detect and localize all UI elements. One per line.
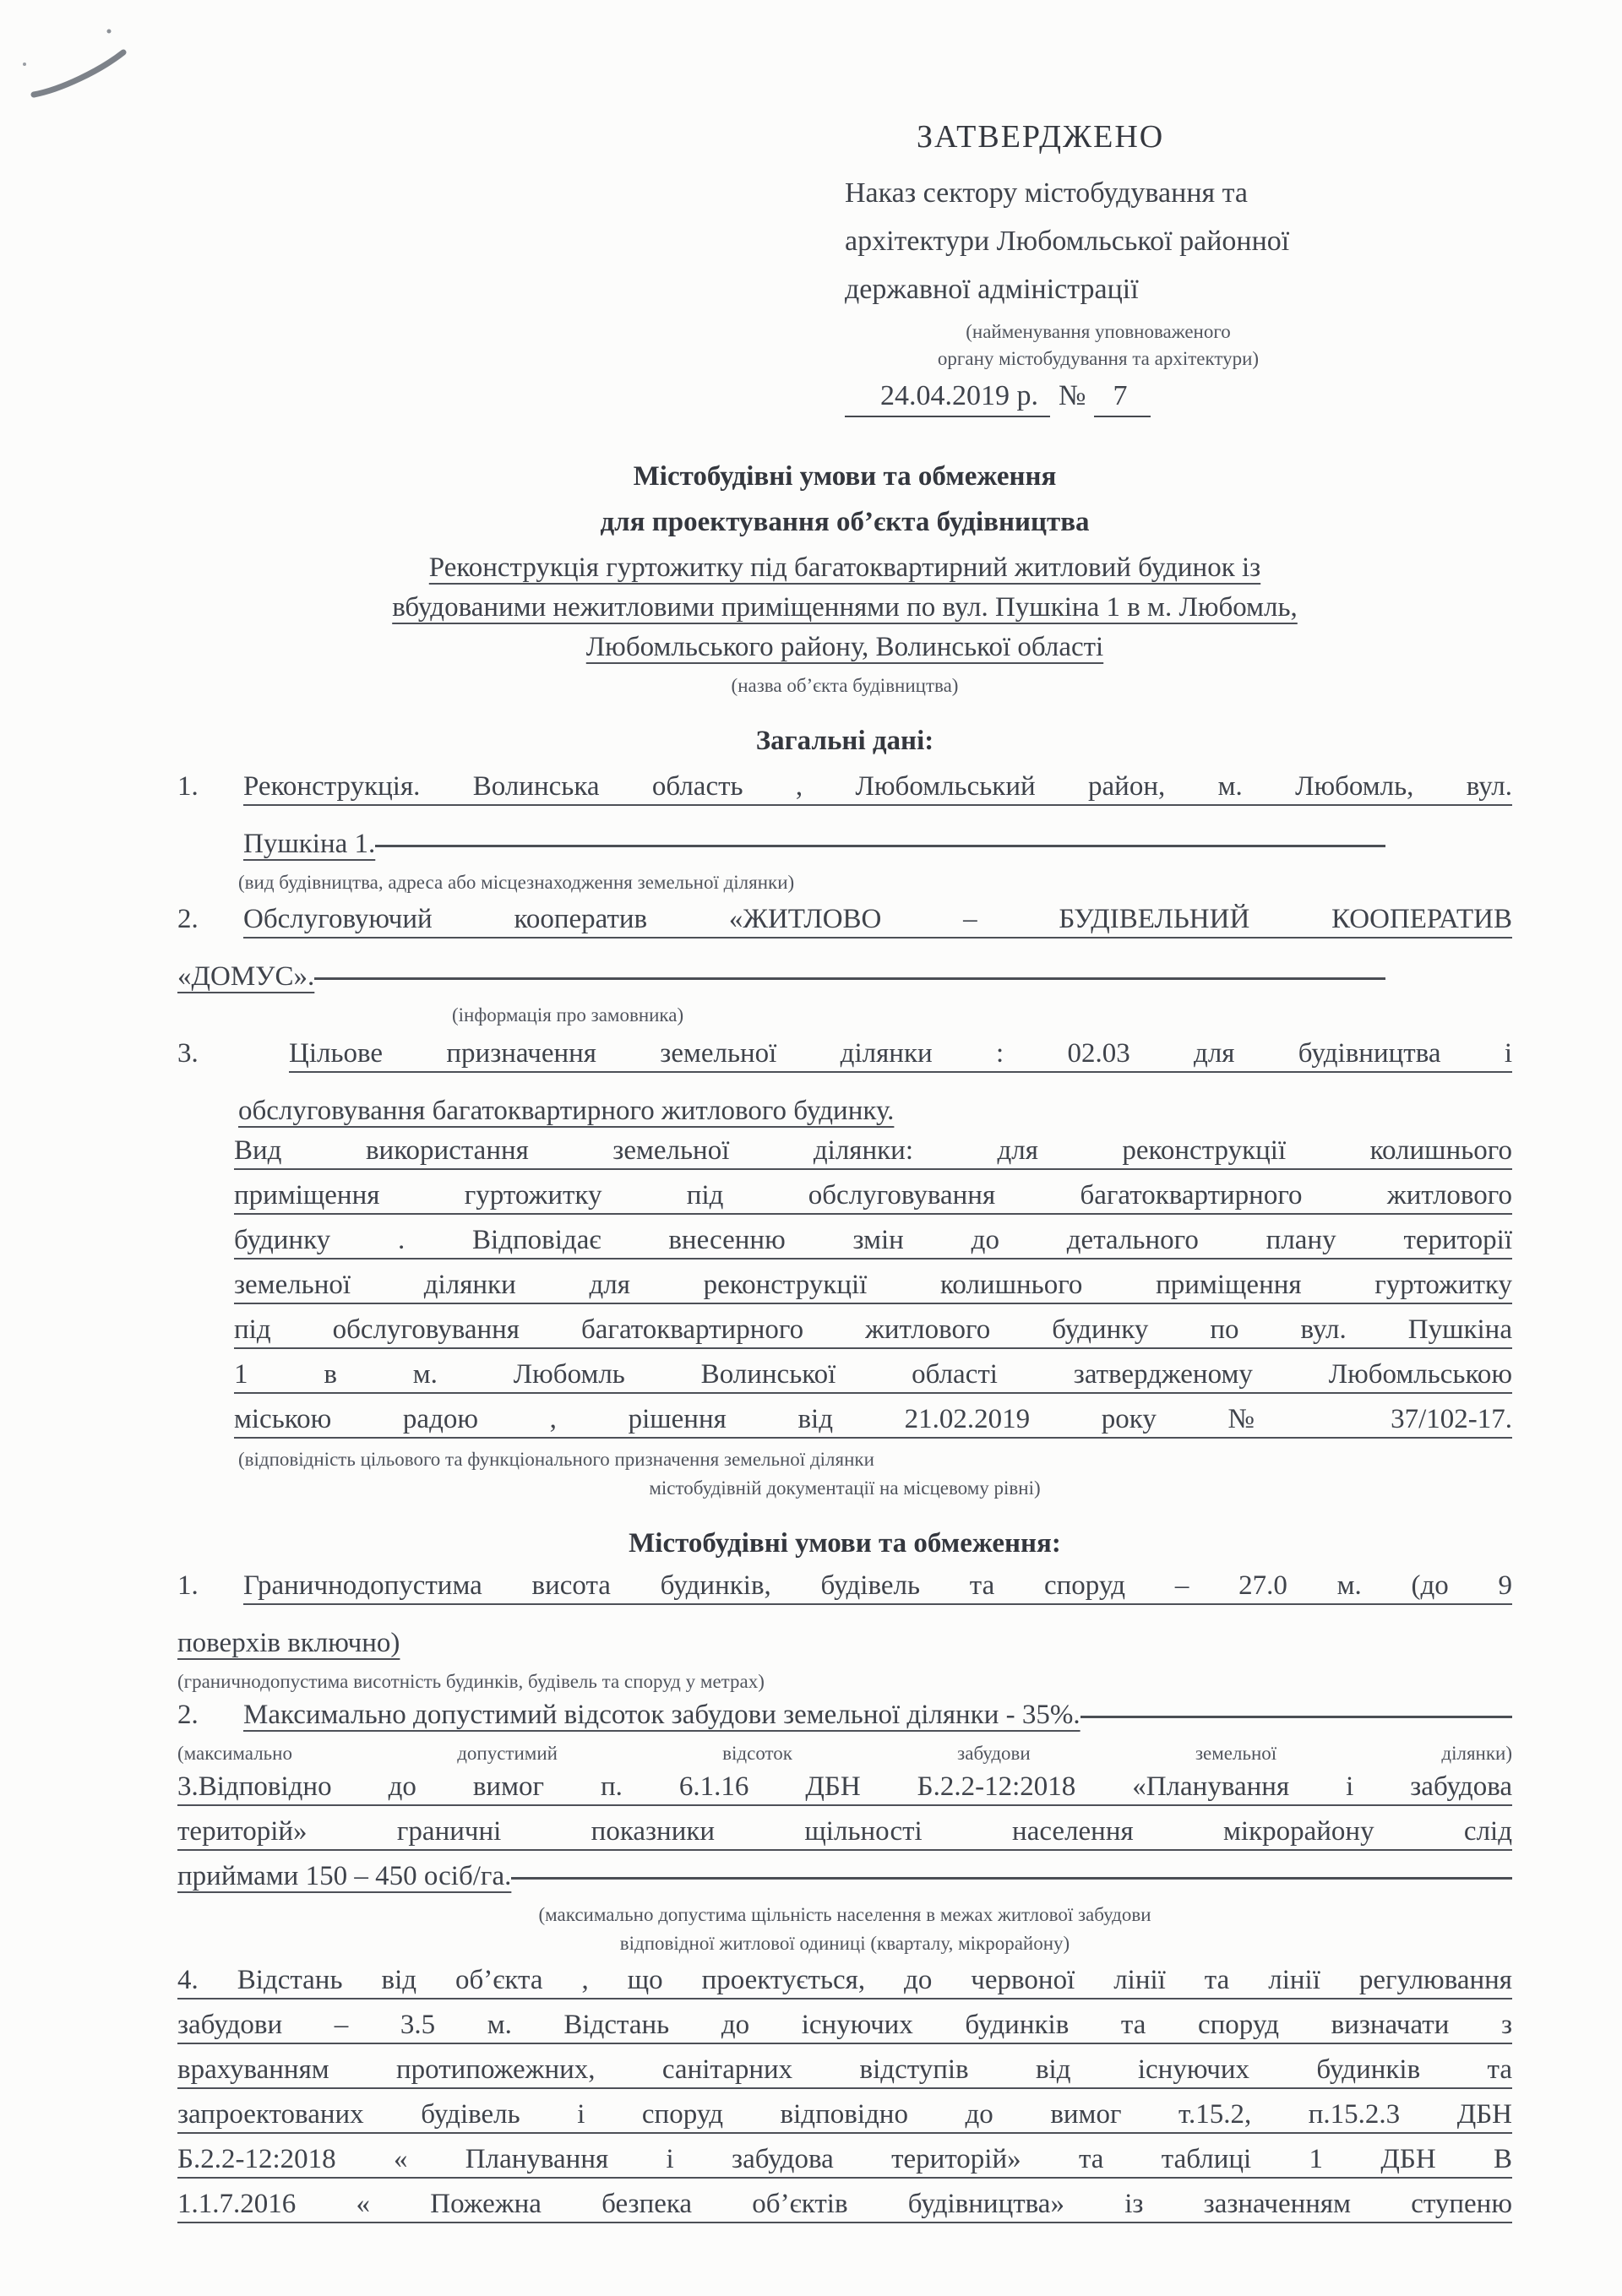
blank-rule-line	[314, 977, 1385, 980]
general-item-1-text-1: Реконструкція. Волинська область , Любомльський район, м. Любомль, вул.	[243, 772, 1512, 806]
condition-3-text-3: приймами 150 – 450 осіб/га.	[177, 1861, 512, 1891]
general-item-1-text-2: Пушкіна 1.	[243, 829, 376, 859]
general-item-1-caption: (вид будівництва, адреса або місцезнаходження земельної ділянки)	[238, 872, 795, 893]
condition-1-caption: (граничнодопустима висотність будинків, будівель та споруд у метрах)	[177, 1671, 765, 1692]
condition-4-line-6: 1.1.7.2016 « Пожежна безпека об’єктів будівництва» із зазначенням ступеню	[177, 2190, 1512, 2223]
condition-1-text-2: поверхів включно)	[177, 1628, 400, 1658]
condition-3-caption-2: відповідної житлової одиниці (кварталу, мікрорайону)	[619, 1933, 1070, 1954]
condition-4-line-4: запроектованих будівель і споруд відповідно до вимог т.15.2, п.15.2.3 ДБН	[177, 2100, 1512, 2134]
general-item-2-line-1	[177, 905, 1512, 948]
condition-4-line-5: Б.2.2-12:2018 « Планування і забудова територій» та таблиці 1 ДБН В	[177, 2145, 1512, 2179]
general-item-2-caption: (інформація про замовника)	[452, 1004, 684, 1026]
general-item-3-line-9: міською радою , рішення від 21.02.2019 року № 37/102-17.	[234, 1405, 1512, 1439]
condition-3-line-3	[177, 1862, 1512, 1891]
condition-4-line-1: 4. Відстань від об’єкта , що проектується, до червоної лінії та лінії регулювання	[177, 1966, 1512, 1999]
condition-1-line-1	[177, 1571, 1512, 1614]
condition-2-text-1: Максимально допустимий відсоток забудови земельної ділянки - 35%.	[243, 1700, 1080, 1730]
doc-title-line-1: Містобудівні умови та обмеження	[633, 461, 1057, 492]
approval-order-line-3: державної адміністрації	[845, 274, 1139, 305]
condition-2-marker: 2.	[177, 1700, 199, 1730]
approval-block	[845, 120, 1301, 411]
general-item-3-line-3: Вид використання земельної ділянки: для реконструкції колишнього	[234, 1136, 1512, 1170]
general-item-1-line-2	[177, 830, 1512, 858]
condition-4-line-3: врахуванням протипожежних, санітарних відступів від існуючих будинків та	[177, 2055, 1512, 2089]
general-item-3-marker: 3.	[177, 1038, 199, 1069]
condition-3-line-1: 3.Відповідно до вимог п. 6.1.16 ДБН Б.2.2-12:2018 «Планування і забудова	[177, 1772, 1512, 1806]
condition-2-caption: (максимально допустимий відсоток забудови земельної ділянки)	[177, 1743, 1512, 1764]
condition-4-line-2: забудови – 3.5 м. Відстань до існуючих будинків та споруд визначати з	[177, 2010, 1512, 2044]
general-item-2-line-2	[177, 962, 1512, 991]
general-heading: Загальні дані:	[755, 726, 934, 756]
general-item-3-text-2: обслуговування багатоквартирного житлового будинку.	[238, 1096, 895, 1126]
general-item-1-marker: 1.	[177, 771, 199, 802]
pen-stroke-mark	[0, 0, 186, 127]
object-name-text-3: Любомльського району, Волинської області	[585, 632, 1104, 662]
approval-order-line-1: Наказ сектору містобудування та	[845, 177, 1249, 209]
general-item-3-caption-2: містобудівній документації на місцевому рівні)	[649, 1477, 1041, 1499]
condition-1-text-1: Граничнодопустима висота будинків, будівель та споруд – 27.0 м. (до 9	[243, 1571, 1512, 1605]
approval-date-line	[845, 381, 1301, 411]
general-item-1-line-1	[177, 772, 1512, 815]
condition-1-line-2	[177, 1629, 1512, 1657]
general-item-3-line-5: будинку . Відповідає внесенню змін до детального плану території	[234, 1226, 1512, 1260]
general-item-3-line-6: земельної ділянки для реконструкції колишнього приміщення гуртожитку	[234, 1270, 1512, 1304]
conditions-heading: Містобудівні умови та обмеження:	[629, 1528, 1061, 1559]
general-item-3-line-4: приміщення гуртожитку під обслуговування багатоквартирного житлового	[234, 1181, 1512, 1215]
object-name-line-2	[177, 593, 1512, 622]
object-name-caption: (назва об’єкта будівництва)	[731, 675, 959, 696]
general-item-3-line-1	[177, 1039, 1512, 1082]
blank-rule-line	[375, 845, 1385, 847]
blank-rule-line	[511, 1877, 1512, 1880]
approval-stamp: ЗАТВЕРДЖЕНО	[917, 119, 1165, 155]
general-item-3-line-8: 1 в м. Любомль Волинської області затвердженому Любомльською	[234, 1360, 1512, 1394]
general-item-2-text-1: Обслуговуючий кооператив «ЖИТЛОВО – БУДІВЕЛЬНИЙ КООПЕРАТИВ	[243, 905, 1512, 939]
approval-caption-1: (найменування уповноваженого	[966, 321, 1231, 342]
doc-title-line-2: для проектування об’єкта будівництва	[600, 507, 1090, 537]
object-name-text-2: вбудованими нежитловими приміщеннями по вул. Пушкіна 1 в м. Любомль,	[392, 592, 1298, 623]
condition-3-line-2: територій» граничні показники щільності населення мікрорайону слід	[177, 1817, 1512, 1851]
approval-order-line-2: архітектури Любомльської районної	[845, 226, 1290, 257]
general-item-2-marker: 2.	[177, 904, 199, 934]
approval-number-label: №	[1059, 380, 1086, 411]
general-item-3-line-7: під обслуговування багатоквартирного житлового будинку по вул. Пушкіна	[234, 1315, 1512, 1349]
approval-caption-2: органу містобудування та архітектури)	[937, 348, 1260, 369]
general-item-3-line-2	[238, 1096, 1512, 1125]
object-name-text-1: Реконструкція гуртожитку під багатоквартирний житловий будинок із	[428, 552, 1261, 583]
condition-1-marker: 1.	[177, 1570, 199, 1601]
object-name-line-1	[177, 553, 1512, 582]
object-name-line-3	[177, 633, 1512, 661]
approval-number: 7	[1094, 380, 1151, 417]
general-item-3-text-1: Цільове призначення земельної ділянки : 02.03 для будівництва і	[289, 1039, 1512, 1073]
blank-rule-line	[1080, 1716, 1512, 1718]
condition-3-caption-1: (максимально допустима щільність населення в межах житлової забудови	[538, 1904, 1151, 1925]
document-content	[177, 0, 1512, 2234]
general-item-3-caption-1: (відповідність цільового та функціонального призначення земельної ділянки	[238, 1449, 874, 1470]
condition-2-line-1	[177, 1700, 1512, 1729]
approval-date: 24.04.2019 р.	[845, 380, 1050, 417]
general-item-2-text-2: «ДОМУС».	[177, 961, 315, 992]
